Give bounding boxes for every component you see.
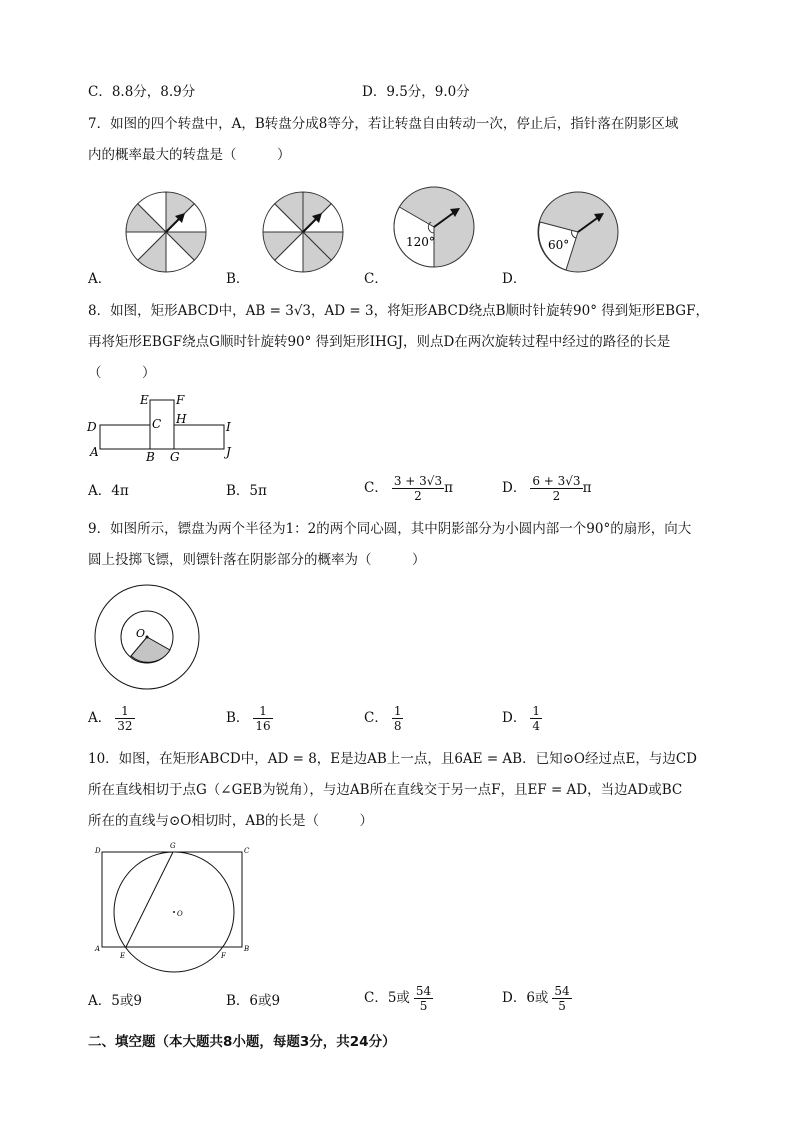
spinner-b <box>263 192 343 272</box>
svg-text:B: B <box>244 945 250 953</box>
svg-text:A: A <box>90 445 99 459</box>
svg-text:D: D <box>87 420 97 434</box>
q6-option-d: D．9.5分，9.0分 <box>362 84 470 100</box>
svg-text:A: A <box>95 945 101 953</box>
svg-text:G: G <box>170 842 176 850</box>
q7-option-d: D． <box>502 271 527 287</box>
q10-option-a: A．5或9 <box>88 993 142 1009</box>
spinner-d-angle: 60° <box>548 238 570 252</box>
q6-option-c: C．8.8分，8.9分 <box>88 84 196 100</box>
svg-text:I: I <box>226 420 231 434</box>
q8-text-line3: （ ） <box>88 365 156 381</box>
q7-option-b: B． <box>226 271 250 287</box>
q7-option-a: A． <box>88 271 112 287</box>
q9-option-b: B． $\frac{1}{16}$ <box>226 704 271 733</box>
q8-option-d: D． $\frac{6 + 3√3}{2}$ π <box>502 474 592 503</box>
svg-text:O: O <box>136 627 146 640</box>
q8-text-line2: 再将矩形EBGF绕点G顺时针旋转90° 得到矩形IHGJ，则点D在两次旋转过程中经过的路径的长是 <box>88 334 671 350</box>
svg-text:H: H <box>176 412 187 426</box>
svg-text:D: D <box>95 847 101 855</box>
svg-text:O: O <box>177 910 183 918</box>
q8-option-c: C． $\frac{3 + 3√3}{2}$ π <box>364 474 453 503</box>
svg-text:J: J <box>226 445 231 459</box>
svg-text:E: E <box>140 393 149 407</box>
q9-option-d: D． $\frac{1}{4}$ <box>502 704 540 733</box>
svg-text:G: G <box>170 450 180 464</box>
svg-text:C: C <box>152 417 162 431</box>
svg-text:E: E <box>120 952 126 960</box>
q9-text-line2: 圆上投掷飞镖，则镖针落在阴影部分的概率为（ ） <box>88 552 426 568</box>
q10-option-d: D．6或 $\frac{54}{5}$ <box>502 984 570 1013</box>
q7-text-line1: 7．如图的四个转盘中，A，B转盘分成8等分，若让转盘自由转动一次，停止后，指针落在阴影区域 <box>88 116 679 132</box>
q9-dartboard-figure <box>90 582 206 694</box>
q10-option-b: B．6或9 <box>226 993 281 1009</box>
q10-text-line3: 所在的直线与⊙O相切时，AB的长是（ ） <box>88 813 374 829</box>
q8-option-a: A．4π <box>88 483 129 499</box>
q8-text-line1: 8．如图，矩形ABCD中，AB = 3√3，AD = 3，将矩形ABCD绕点B顺时针旋转90° 得到矩形EBGF， <box>88 303 709 319</box>
svg-text:F: F <box>221 952 226 960</box>
q10-text-line2: 所在直线相切于点G（∠GEB为锐角），与边AB所在直线交于另一点F，且EF = AD，当边AD或BC <box>88 782 683 798</box>
section-heading: 二、填空题（本大题共8小题，每题3分，共24分） <box>88 1034 396 1050</box>
q7-text-line2: 内的概率最大的转盘是（ ） <box>88 147 291 163</box>
svg-text:F: F <box>176 393 185 407</box>
q9-option-a: A． $\frac{1}{32}$ <box>88 704 133 733</box>
spinner-d <box>538 192 618 272</box>
q9-option-c: C． $\frac{1}{8}$ <box>364 704 402 733</box>
q7-spinners-figure <box>0 180 794 290</box>
q7-option-c: C． <box>364 271 388 287</box>
q8-rectangles-figure <box>80 390 260 465</box>
spinner-a <box>126 192 206 272</box>
q10-circle-rectangle-figure <box>90 840 260 975</box>
q10-option-c: C．5或 $\frac{54}{5}$ <box>364 984 432 1013</box>
q10-text-line1: 10．如图，在矩形ABCD中，AD = 8，E是边AB上一点，且6AE = AB．已知⊙O经过点E，与边CD <box>88 751 697 767</box>
svg-text:C: C <box>244 847 250 855</box>
spinner-c <box>394 187 474 267</box>
q8-option-b: B．5π <box>226 483 267 499</box>
q9-text-line1: 9．如图所示，镖盘为两个半径为1：2的两个同心圆，其中阴影部分为小圆内部一个90°的扇形，向大 <box>88 521 692 537</box>
spinner-c-angle: 120° <box>406 235 435 249</box>
svg-text:B: B <box>146 450 155 464</box>
